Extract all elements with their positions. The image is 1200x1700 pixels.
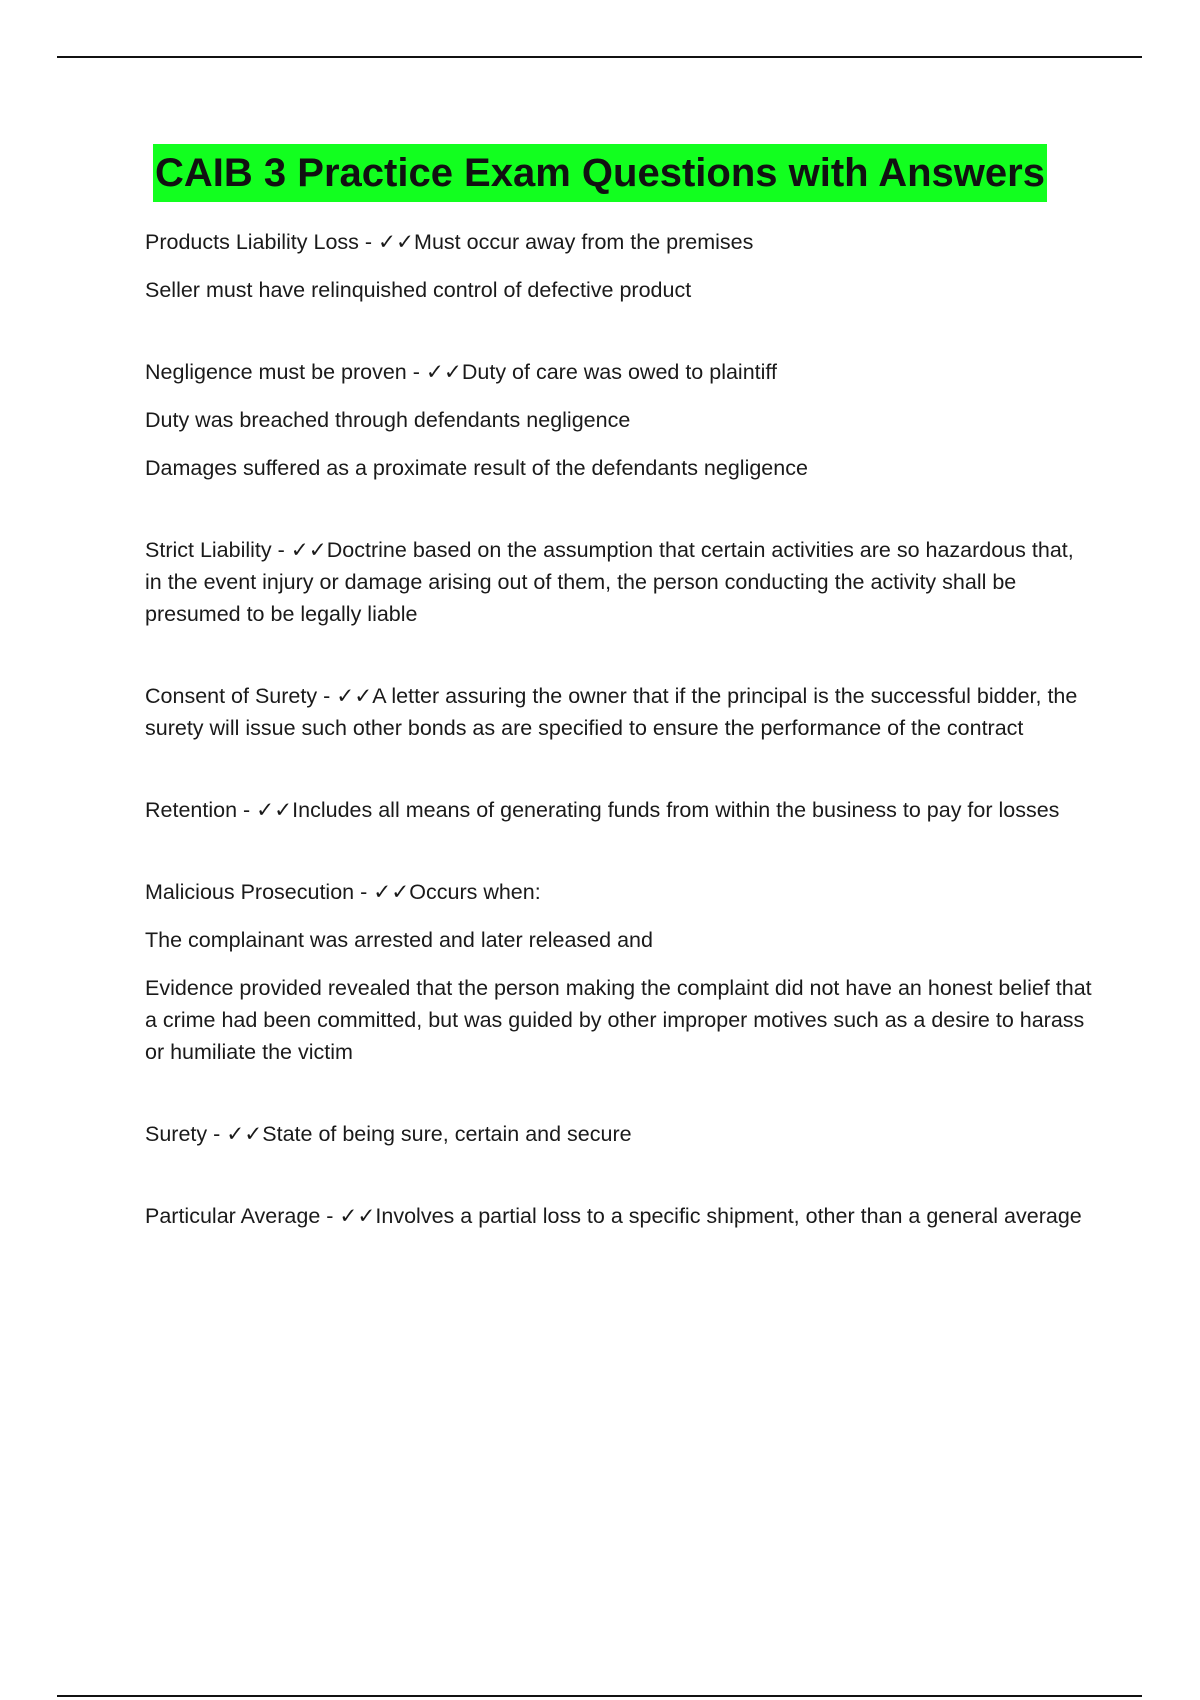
header-rule [57,56,1142,58]
footer-rule [57,1695,1142,1697]
qa-paragraph: Retention - ✓✓Includes all means of generating funds from within the business to pay for losses [145,798,1060,822]
qa-entry [145,680,1095,744]
qa-entry [145,794,1095,826]
qa-paragraph: Damages suffered as a proximate result of the defendants negligence [145,456,808,480]
qa-entry [145,1200,1095,1232]
qa-paragraph: Particular Average - ✓✓Involves a partial loss to a specific shipment, other than a general average [145,1204,1082,1228]
qa-entry [145,534,1095,630]
qa-entry [145,356,1095,484]
qa-paragraph: Malicious Prosecution - ✓✓Occurs when: [145,880,541,904]
qa-entry [145,226,1095,306]
qa-paragraph: Surety - ✓✓State of being sure, certain and secure [145,1122,632,1146]
qa-content [145,226,1095,1232]
qa-paragraph: Consent of Surety - ✓✓A letter assuring the owner that if the principal is the successful bidder, the surety will issue such other bonds as are specified to ensure the performance of the contract [145,684,1078,740]
qa-entry [145,876,1095,1068]
qa-paragraph: Seller must have relinquished control of defective product [145,278,692,302]
page-title: CAIB 3 Practice Exam Questions with Answers [153,144,1047,202]
qa-paragraph: Duty was breached through defendants negligence [145,408,631,432]
qa-entry [145,1118,1095,1150]
qa-paragraph: Products Liability Loss - ✓✓Must occur away from the premises [145,230,754,254]
qa-paragraph: The complainant was arrested and later released and [145,928,653,952]
qa-paragraph: Strict Liability - ✓✓Doctrine based on the assumption that certain activities are so hazardous that, in the event injury or damage arising out of them, the person conducting the activity shall be presumed to be legally liable [145,538,1074,626]
qa-paragraph: Negligence must be proven - ✓✓Duty of care was owed to plaintiff [145,360,777,384]
qa-paragraph: Evidence provided revealed that the person making the complaint did not have an honest belief that a crime had been committed, but was guided by other improper motives such as a desire to harass or humiliate the victim [145,976,1092,1064]
title-block [0,144,1200,202]
